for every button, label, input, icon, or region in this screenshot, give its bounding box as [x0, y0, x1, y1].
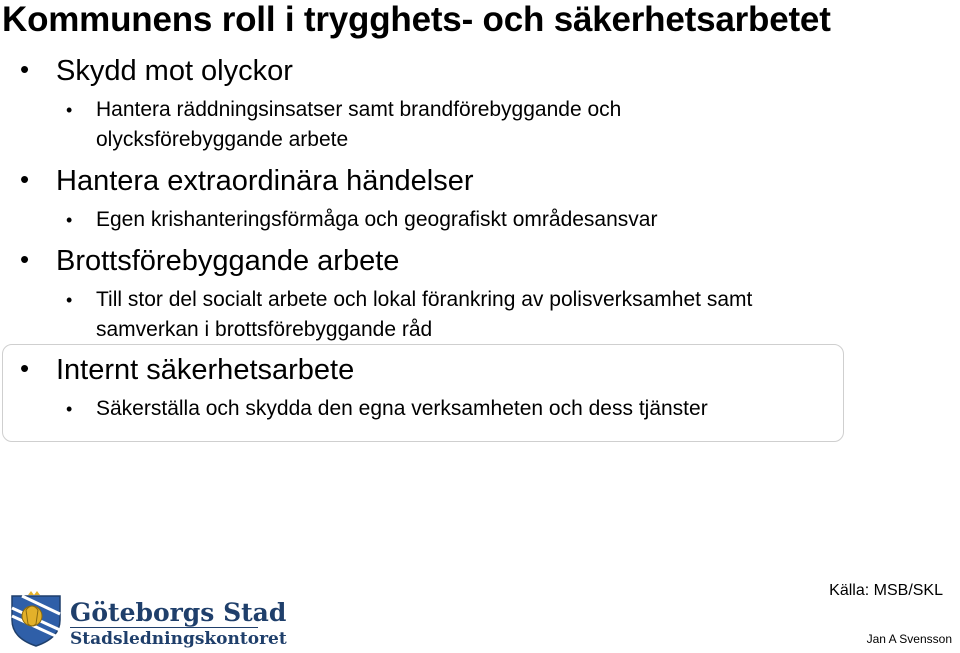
bullet-heading-2: • Hantera extraordinära händelser [56, 165, 474, 198]
footer [0, 568, 960, 650]
bullet-heading-3: • Brottsförebyggande arbete [56, 245, 399, 278]
slide-title: Kommunens roll i trygghets- och säkerhetsarbetet [2, 0, 831, 39]
org-unit: Stadsledningskontoret [70, 629, 287, 649]
org-name: Göteborgs Stad [70, 598, 287, 627]
goteborg-coat-of-arms-icon [8, 590, 64, 653]
bullet-heading-1: • Skydd mot olyckor [56, 55, 293, 88]
source-note: Källa: MSB/SKL [829, 582, 943, 599]
bullet-sub-3: • Till stor del socialt arbete och lokal förankring av polisverksamhet samt samverkan i brottsförebyggande råd [96, 285, 856, 345]
org-divider [70, 627, 258, 628]
bullet-heading-4: • Internt säkerhetsarbete [56, 354, 354, 387]
author-name: Jan A Svensson [866, 632, 952, 646]
bullet-sub-4: • Säkerställa och skydda den egna verksamheten och dess tjänster [96, 394, 856, 424]
bullet-sub-1: • Hantera räddningsinsatser samt brandförebyggande och olycksförebyggande arbete [96, 95, 716, 155]
bullet-sub-2: • Egen krishanteringsförmåga och geografiskt områdesansvar [96, 205, 856, 235]
